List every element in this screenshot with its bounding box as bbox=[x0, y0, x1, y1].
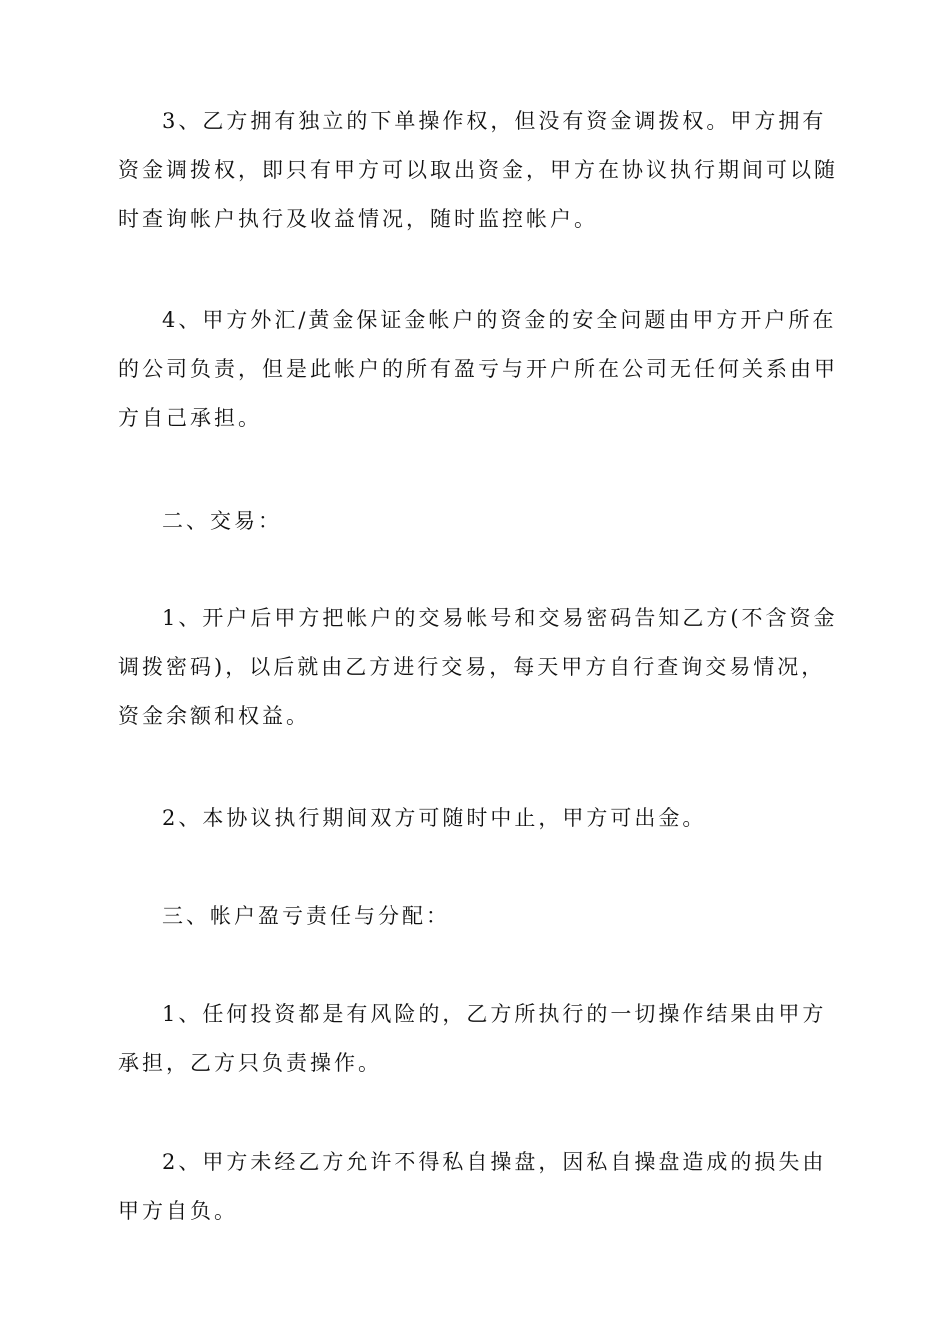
paragraph-1-account-password: 1、开户后甲方把帐户的交易帐号和交易密码告知乙方(不含资金调拨密码)，以后就由乙方进行交易，每天甲方自行查询交易情况，资金余额和权益。 bbox=[118, 606, 838, 728]
section-heading-profit-loss: 三、帐户盈亏责任与分配： bbox=[162, 904, 450, 928]
paragraph-2-termination: 2、本协议执行期间双方可随时中止，甲方可出金。 bbox=[162, 806, 707, 830]
paragraph-3-trading-rights: 3、乙方拥有独立的下单操作权，但没有资金调拨权。甲方拥有资金调拨权，即只有甲方可以取出资金，甲方在协议执行期间可以随时查询帐户执行及收益情况，随时监控帐户。 bbox=[118, 109, 838, 231]
paragraph-4-account-safety: 4、甲方外汇/黄金保证金帐户的资金的安全问题由甲方开户所在的公司负责，但是此帐户的所有盈亏与开户所在公司无任何关系由甲方自己承担。 bbox=[118, 308, 838, 430]
paragraph-2-private-trading: 2、甲方未经乙方允许不得私自操盘，因私自操盘造成的损失由甲方自负。 bbox=[118, 1150, 827, 1223]
paragraph-1-investment-risk: 1、任何投资都是有风险的，乙方所执行的一切操作结果由甲方承担，乙方只负责操作。 bbox=[118, 1002, 827, 1075]
section-heading-trading: 二、交易： bbox=[162, 509, 282, 533]
